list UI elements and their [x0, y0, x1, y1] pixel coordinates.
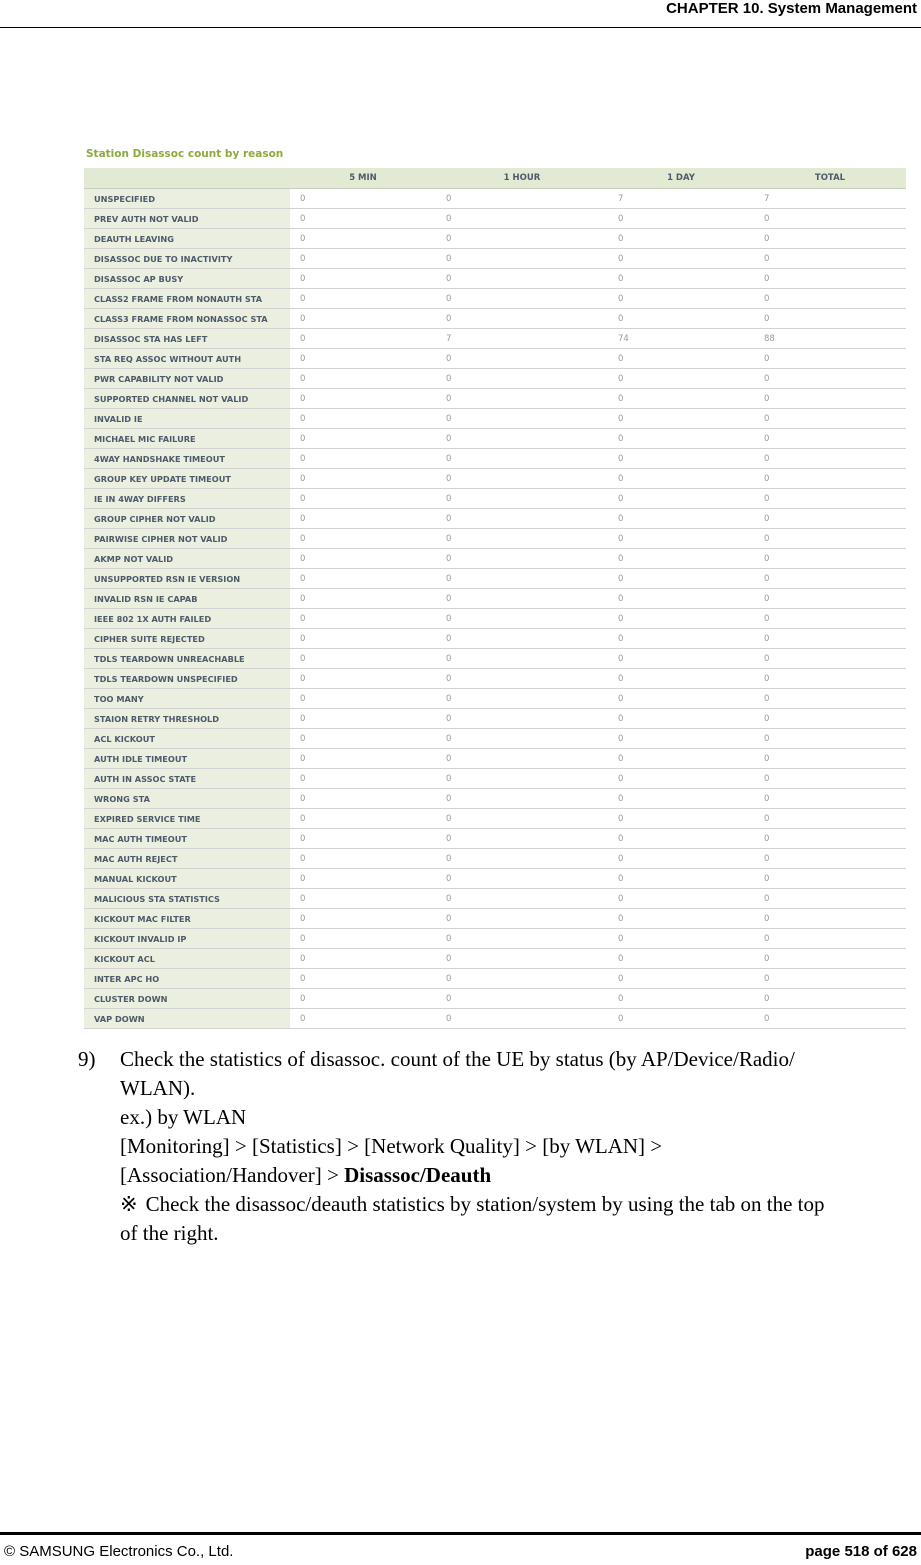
value-1day: 0 [608, 649, 754, 669]
value-5min: 0 [290, 549, 436, 569]
value-1day: 0 [608, 849, 754, 869]
value-1day: 0 [608, 949, 754, 969]
value-5min: 0 [290, 269, 436, 289]
value-5min: 0 [290, 309, 436, 329]
value-total: 0 [754, 529, 906, 549]
value-1day: 0 [608, 389, 754, 409]
reason-label: MANUAL KICKOUT [84, 869, 290, 889]
reason-label: AKMP NOT VALID [84, 549, 290, 569]
reason-label: VAP DOWN [84, 1009, 290, 1029]
chapter-title: CHAPTER 10. System Management [666, 0, 917, 17]
reason-label: KICKOUT INVALID IP [84, 929, 290, 949]
table-row [84, 929, 906, 949]
value-1hour: 0 [436, 1009, 608, 1029]
note-text: Check the disassoc/deauth statistics by station/system by using the tab on the top [145, 1192, 825, 1216]
value-5min: 0 [290, 929, 436, 949]
value-5min: 0 [290, 969, 436, 989]
value-1hour: 0 [436, 189, 608, 209]
reason-label: WRONG STA [84, 789, 290, 809]
value-5min: 0 [290, 989, 436, 1009]
table-row [84, 569, 906, 589]
table-row [84, 289, 906, 309]
value-1hour: 7 [436, 329, 608, 349]
value-1day: 0 [608, 229, 754, 249]
table-row [84, 369, 906, 389]
value-1hour: 0 [436, 209, 608, 229]
value-5min: 0 [290, 189, 436, 209]
value-5min: 0 [290, 629, 436, 649]
item-number: 9) [78, 1047, 96, 1071]
value-1hour: 0 [436, 789, 608, 809]
reason-label: INVALID RSN IE CAPAB [84, 589, 290, 609]
value-total: 0 [754, 889, 906, 909]
value-total: 0 [754, 869, 906, 889]
menu-path-line-1: [Monitoring] > [Statistics] > [Network Quality] > [by WLAN] > [120, 1134, 663, 1158]
value-5min: 0 [290, 489, 436, 509]
value-1day: 0 [608, 269, 754, 289]
table-row [84, 429, 906, 449]
value-5min: 0 [290, 449, 436, 469]
column-header-5min: 5 MIN [290, 168, 436, 189]
value-1day: 0 [608, 349, 754, 369]
value-1hour: 0 [436, 449, 608, 469]
reason-label: INVALID IE [84, 409, 290, 429]
value-total: 0 [754, 709, 906, 729]
value-1day: 0 [608, 449, 754, 469]
value-1hour: 0 [436, 349, 608, 369]
value-1day: 0 [608, 669, 754, 689]
value-total: 0 [754, 409, 906, 429]
value-1hour: 0 [436, 969, 608, 989]
value-total: 0 [754, 269, 906, 289]
value-1hour: 0 [436, 709, 608, 729]
value-5min: 0 [290, 889, 436, 909]
value-total: 0 [754, 249, 906, 269]
value-5min: 0 [290, 609, 436, 629]
page-footer [0, 1532, 921, 1565]
value-1hour: 0 [436, 649, 608, 669]
value-5min: 0 [290, 809, 436, 829]
value-total: 0 [754, 829, 906, 849]
menu-path-target: Disassoc/Deauth [344, 1163, 492, 1187]
table-body [84, 189, 906, 1029]
value-total: 0 [754, 789, 906, 809]
value-1hour: 0 [436, 469, 608, 489]
value-5min: 0 [290, 389, 436, 409]
value-total: 0 [754, 929, 906, 949]
value-1day: 0 [608, 369, 754, 389]
value-5min: 0 [290, 749, 436, 769]
table-row [84, 869, 906, 889]
table-row [84, 189, 906, 209]
value-total: 0 [754, 989, 906, 1009]
table-row [84, 489, 906, 509]
value-1day: 0 [608, 209, 754, 229]
table-row [84, 389, 906, 409]
value-5min: 0 [290, 949, 436, 969]
value-total: 0 [754, 669, 906, 689]
table-row [84, 649, 906, 669]
reason-label: 4WAY HANDSHAKE TIMEOUT [84, 449, 290, 469]
reason-label: TDLS TEARDOWN UNREACHABLE [84, 649, 290, 669]
value-1hour: 0 [436, 889, 608, 909]
value-1day: 0 [608, 429, 754, 449]
table-row [84, 749, 906, 769]
value-1day: 0 [608, 769, 754, 789]
reason-label: SUPPORTED CHANNEL NOT VALID [84, 389, 290, 409]
value-1day: 0 [608, 889, 754, 909]
value-1day: 74 [608, 329, 754, 349]
value-total: 0 [754, 809, 906, 829]
header-divider [0, 27, 921, 28]
table-row [84, 589, 906, 609]
value-total: 0 [754, 489, 906, 509]
reason-label: CLASS2 FRAME FROM NONAUTH STA [84, 289, 290, 309]
footer-divider [0, 1532, 921, 1535]
value-1day: 0 [608, 589, 754, 609]
reason-label: DEAUTH LEAVING [84, 229, 290, 249]
value-1day: 0 [608, 309, 754, 329]
reason-label: EXPIRED SERVICE TIME [84, 809, 290, 829]
value-1day: 0 [608, 1009, 754, 1029]
reason-label: AUTH IN ASSOC STATE [84, 769, 290, 789]
value-1hour: 0 [436, 269, 608, 289]
value-5min: 0 [290, 589, 436, 609]
reason-label: DISASSOC DUE TO INACTIVITY [84, 249, 290, 269]
reason-label: PWR CAPABILITY NOT VALID [84, 369, 290, 389]
value-1hour: 0 [436, 869, 608, 889]
value-1day: 0 [608, 909, 754, 929]
table-row [84, 709, 906, 729]
table-row [84, 329, 906, 349]
value-total: 0 [754, 649, 906, 669]
value-1hour: 0 [436, 569, 608, 589]
table-row [84, 949, 906, 969]
value-1hour: 0 [436, 909, 608, 929]
value-total: 0 [754, 229, 906, 249]
table-row [84, 409, 906, 429]
value-total: 0 [754, 569, 906, 589]
column-header-total: TOTAL [754, 168, 906, 189]
value-total: 7 [754, 189, 906, 209]
value-1hour: 0 [436, 489, 608, 509]
value-1hour: 0 [436, 289, 608, 309]
menu-path-line-2 [120, 1161, 898, 1190]
reference-mark-icon: ※ [120, 1192, 138, 1216]
value-1hour: 0 [436, 229, 608, 249]
value-1hour: 0 [436, 549, 608, 569]
table-row [84, 449, 906, 469]
value-5min: 0 [290, 849, 436, 869]
value-1day: 7 [608, 189, 754, 209]
value-1day: 0 [608, 689, 754, 709]
table-row [84, 829, 906, 849]
value-total: 0 [754, 509, 906, 529]
reason-label: KICKOUT ACL [84, 949, 290, 969]
value-total: 88 [754, 329, 906, 349]
reason-label: MICHAEL MIC FAILURE [84, 429, 290, 449]
value-5min: 0 [290, 209, 436, 229]
value-total: 0 [754, 949, 906, 969]
table-row [84, 669, 906, 689]
reason-label: ACL KICKOUT [84, 729, 290, 749]
value-total: 0 [754, 1009, 906, 1029]
table-row [84, 309, 906, 329]
value-1hour: 0 [436, 929, 608, 949]
reason-label: MALICIOUS STA STATISTICS [84, 889, 290, 909]
value-1day: 0 [608, 929, 754, 949]
example-label: ex.) by WLAN [120, 1105, 247, 1129]
value-1day: 0 [608, 869, 754, 889]
reason-label: MAC AUTH REJECT [84, 849, 290, 869]
value-5min: 0 [290, 869, 436, 889]
value-total: 0 [754, 469, 906, 489]
table-row [84, 969, 906, 989]
value-5min: 0 [290, 369, 436, 389]
value-1hour: 0 [436, 729, 608, 749]
value-5min: 0 [290, 229, 436, 249]
value-total: 0 [754, 909, 906, 929]
value-5min: 0 [290, 429, 436, 449]
value-1hour: 0 [436, 849, 608, 869]
value-1hour: 0 [436, 769, 608, 789]
reason-label: GROUP KEY UPDATE TIMEOUT [84, 469, 290, 489]
table-row [84, 509, 906, 529]
value-5min: 0 [290, 789, 436, 809]
value-5min: 0 [290, 509, 436, 529]
value-1day: 0 [608, 989, 754, 1009]
value-1hour: 0 [436, 609, 608, 629]
value-5min: 0 [290, 729, 436, 749]
value-5min: 0 [290, 1009, 436, 1029]
value-total: 0 [754, 589, 906, 609]
value-total: 0 [754, 629, 906, 649]
table-row [84, 989, 906, 1009]
reason-label: INTER APC HO [84, 969, 290, 989]
value-5min: 0 [290, 569, 436, 589]
value-5min: 0 [290, 909, 436, 929]
value-1day: 0 [608, 809, 754, 829]
table-row [84, 789, 906, 809]
table-row [84, 349, 906, 369]
reason-label: STA REQ ASSOC WITHOUT AUTH [84, 349, 290, 369]
table-row [84, 909, 906, 929]
value-1hour: 0 [436, 389, 608, 409]
value-total: 0 [754, 729, 906, 749]
value-1hour: 0 [436, 989, 608, 1009]
table-row [84, 269, 906, 289]
value-1day: 0 [608, 289, 754, 309]
reason-label: STAION RETRY THRESHOLD [84, 709, 290, 729]
value-5min: 0 [290, 669, 436, 689]
value-1day: 0 [608, 249, 754, 269]
column-header-1hour: 1 HOUR [436, 168, 608, 189]
value-total: 0 [754, 369, 906, 389]
value-total: 0 [754, 389, 906, 409]
table-row [84, 849, 906, 869]
disassoc-stats-screenshot [84, 142, 908, 1029]
value-1hour: 0 [436, 309, 608, 329]
value-1hour: 0 [436, 949, 608, 969]
value-total: 0 [754, 749, 906, 769]
reason-label: PREV AUTH NOT VALID [84, 209, 290, 229]
note-line-2: of the right. [120, 1221, 219, 1245]
reason-label: TDLS TEARDOWN UNSPECIFIED [84, 669, 290, 689]
value-total: 0 [754, 209, 906, 229]
table-row [84, 249, 906, 269]
reason-label: UNSPECIFIED [84, 189, 290, 209]
table-row [84, 549, 906, 569]
table-row [84, 529, 906, 549]
reason-label: IEEE 802 1X AUTH FAILED [84, 609, 290, 629]
value-total: 0 [754, 349, 906, 369]
value-1hour: 0 [436, 409, 608, 429]
value-5min: 0 [290, 709, 436, 729]
value-1hour: 0 [436, 509, 608, 529]
reason-label: UNSUPPORTED RSN IE VERSION [84, 569, 290, 589]
value-1day: 0 [608, 469, 754, 489]
value-1hour: 0 [436, 249, 608, 269]
reason-label: CLUSTER DOWN [84, 989, 290, 1009]
reason-label: IE IN 4WAY DIFFERS [84, 489, 290, 509]
value-total: 0 [754, 449, 906, 469]
reason-label: AUTH IDLE TIMEOUT [84, 749, 290, 769]
value-1hour: 0 [436, 589, 608, 609]
value-5min: 0 [290, 249, 436, 269]
value-1day: 0 [608, 569, 754, 589]
instruction-text [78, 1045, 898, 1248]
value-5min: 0 [290, 329, 436, 349]
page-number: page 518 of 628 [805, 1543, 917, 1560]
value-total: 0 [754, 689, 906, 709]
value-1hour: 0 [436, 809, 608, 829]
reason-label: DISASSOC STA HAS LEFT [84, 329, 290, 349]
instruction-line-1: Check the statistics of disassoc. count of the UE by status (by AP/Device/Radio/ [120, 1047, 795, 1071]
value-total: 0 [754, 609, 906, 629]
value-5min: 0 [290, 409, 436, 429]
reason-label: GROUP CIPHER NOT VALID [84, 509, 290, 529]
value-1day: 0 [608, 729, 754, 749]
table-row [84, 609, 906, 629]
value-1hour: 0 [436, 689, 608, 709]
copyright: © SAMSUNG Electronics Co., Ltd. [4, 1543, 234, 1560]
reason-label: TOO MANY [84, 689, 290, 709]
value-5min: 0 [290, 769, 436, 789]
table-row [84, 769, 906, 789]
value-1day: 0 [608, 709, 754, 729]
value-total: 0 [754, 429, 906, 449]
value-1hour: 0 [436, 529, 608, 549]
value-5min: 0 [290, 529, 436, 549]
value-1day: 0 [608, 829, 754, 849]
value-1day: 0 [608, 609, 754, 629]
value-1day: 0 [608, 749, 754, 769]
value-5min: 0 [290, 469, 436, 489]
value-1hour: 0 [436, 749, 608, 769]
table-row [84, 1009, 906, 1029]
value-1hour: 0 [436, 629, 608, 649]
panel-title: Station Disassoc count by reason [86, 148, 284, 160]
table-row [84, 889, 906, 909]
table-row [84, 209, 906, 229]
list-item-9 [78, 1045, 898, 1248]
value-1day: 0 [608, 489, 754, 509]
reason-label: KICKOUT MAC FILTER [84, 909, 290, 929]
reason-label: CIPHER SUITE REJECTED [84, 629, 290, 649]
reason-label: PAIRWISE CIPHER NOT VALID [84, 529, 290, 549]
reason-label: CLASS3 FRAME FROM NONASSOC STA [84, 309, 290, 329]
table-row [84, 469, 906, 489]
table-row [84, 809, 906, 829]
table-header-row [84, 168, 906, 189]
value-5min: 0 [290, 349, 436, 369]
instruction-line-2: WLAN). [120, 1076, 196, 1100]
value-1day: 0 [608, 549, 754, 569]
value-5min: 0 [290, 649, 436, 669]
column-header-1day: 1 DAY [608, 168, 754, 189]
value-total: 0 [754, 849, 906, 869]
note-line-1 [120, 1190, 898, 1219]
reason-label: DISASSOC AP BUSY [84, 269, 290, 289]
reason-label: MAC AUTH TIMEOUT [84, 829, 290, 849]
table-row [84, 689, 906, 709]
value-5min: 0 [290, 289, 436, 309]
value-1hour: 0 [436, 429, 608, 449]
value-1hour: 0 [436, 369, 608, 389]
table-row [84, 729, 906, 749]
table-row [84, 629, 906, 649]
value-1day: 0 [608, 969, 754, 989]
value-5min: 0 [290, 689, 436, 709]
column-header-reason [84, 168, 290, 189]
table-row [84, 229, 906, 249]
value-total: 0 [754, 289, 906, 309]
page-header [0, 0, 921, 28]
menu-path-prefix: [Association/Handover] > [120, 1163, 345, 1187]
value-1day: 0 [608, 529, 754, 549]
disassoc-reason-table [84, 168, 906, 1029]
value-total: 0 [754, 549, 906, 569]
value-1day: 0 [608, 509, 754, 529]
value-total: 0 [754, 969, 906, 989]
value-1hour: 0 [436, 669, 608, 689]
value-1day: 0 [608, 409, 754, 429]
value-1hour: 0 [436, 829, 608, 849]
value-1day: 0 [608, 789, 754, 809]
value-total: 0 [754, 769, 906, 789]
value-total: 0 [754, 309, 906, 329]
value-1day: 0 [608, 629, 754, 649]
value-5min: 0 [290, 829, 436, 849]
